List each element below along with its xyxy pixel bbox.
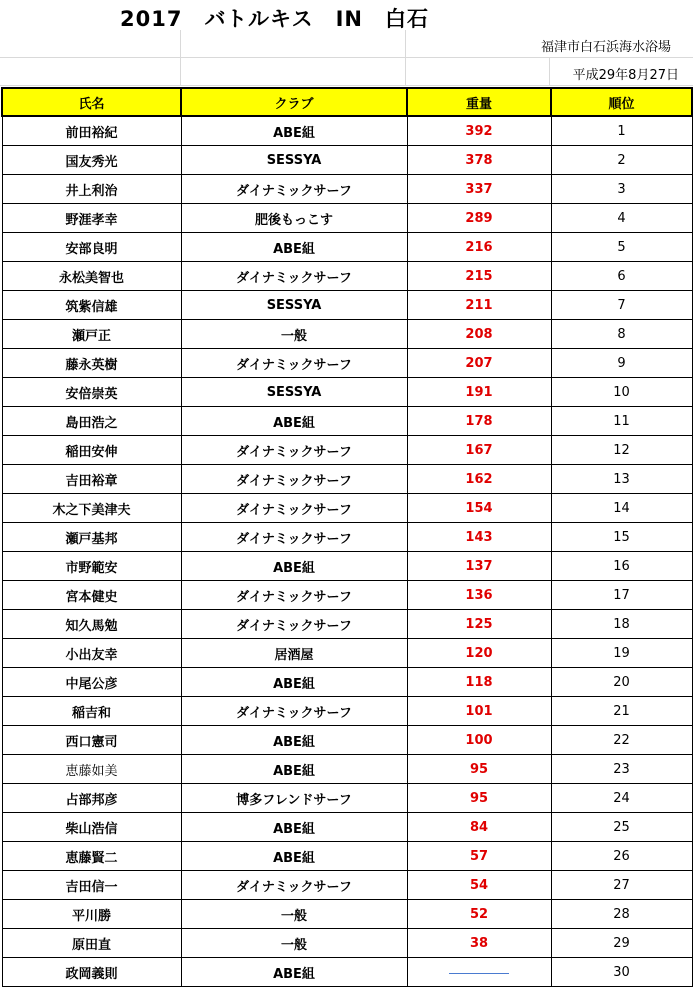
- rank-cell[interactable]: 1: [551, 116, 692, 146]
- table-row: [2, 378, 692, 407]
- club-cell[interactable]: ABE組: [181, 407, 407, 436]
- weight-cell[interactable]: [407, 958, 551, 987]
- club-cell[interactable]: ダイナミックサーフ: [181, 581, 407, 610]
- table-row: [2, 900, 692, 929]
- weight-cell[interactable]: 289: [407, 204, 551, 233]
- rank-cell[interactable]: 18: [551, 610, 692, 639]
- name-cell[interactable]: 平川勝: [2, 900, 181, 929]
- club-cell[interactable]: ABE組: [181, 552, 407, 581]
- results-table: [1, 87, 693, 987]
- weight-cell[interactable]: 162: [407, 465, 551, 494]
- rank-cell[interactable]: 6: [551, 262, 692, 291]
- table-row: [2, 233, 692, 262]
- weight-cell[interactable]: 95: [407, 784, 551, 813]
- club-cell[interactable]: 一般: [181, 929, 407, 958]
- table-row: [2, 726, 692, 755]
- grid-line: [405, 58, 406, 85]
- table-row: [2, 552, 692, 581]
- rank-cell[interactable]: 27: [551, 871, 692, 900]
- name-cell[interactable]: 占部邦彦: [2, 784, 181, 813]
- header-club[interactable]: クラブ: [181, 88, 407, 116]
- table-row: [2, 436, 692, 465]
- header-rank[interactable]: 順位: [551, 88, 692, 116]
- rank-cell[interactable]: 11: [551, 407, 692, 436]
- weight-cell[interactable]: 216: [407, 233, 551, 262]
- club-cell[interactable]: ダイナミックサーフ: [181, 436, 407, 465]
- name-cell[interactable]: 藤永英樹: [2, 349, 181, 378]
- name-cell[interactable]: 国友秀光: [2, 146, 181, 175]
- table-row: [2, 813, 692, 842]
- club-cell[interactable]: 肥後もっこす: [181, 204, 407, 233]
- rank-cell[interactable]: 13: [551, 465, 692, 494]
- date-row: [0, 58, 693, 86]
- title-row: [0, 0, 693, 30]
- name-cell[interactable]: 吉田信一: [2, 871, 181, 900]
- name-cell[interactable]: 恵藤賢二: [2, 842, 181, 871]
- club-cell[interactable]: ABE組: [181, 668, 407, 697]
- club-cell[interactable]: 一般: [181, 900, 407, 929]
- club-cell[interactable]: SESSYA: [181, 378, 407, 407]
- table-row: [2, 581, 692, 610]
- weight-cell[interactable]: 54: [407, 871, 551, 900]
- weight-cell[interactable]: 101: [407, 697, 551, 726]
- club-cell[interactable]: ABE組: [181, 726, 407, 755]
- grid-line: [180, 58, 181, 85]
- name-cell[interactable]: 柴山浩信: [2, 813, 181, 842]
- weight-cell[interactable]: 52: [407, 900, 551, 929]
- club-cell[interactable]: ABE組: [181, 116, 407, 146]
- club-cell[interactable]: ダイナミックサーフ: [181, 523, 407, 552]
- rank-cell[interactable]: 26: [551, 842, 692, 871]
- name-cell[interactable]: 吉田裕章: [2, 465, 181, 494]
- name-cell[interactable]: 島田浩之: [2, 407, 181, 436]
- table-row: [2, 639, 692, 668]
- results-body: [2, 116, 692, 987]
- club-cell[interactable]: ABE組: [181, 842, 407, 871]
- weight-cell[interactable]: 191: [407, 378, 551, 407]
- club-cell[interactable]: ダイナミックサーフ: [181, 494, 407, 523]
- table-row: [2, 523, 692, 552]
- empty-weight-underline: [449, 973, 509, 974]
- name-cell[interactable]: 市野範安: [2, 552, 181, 581]
- rank-cell[interactable]: 7: [551, 291, 692, 320]
- weight-cell[interactable]: 137: [407, 552, 551, 581]
- table-row: [2, 262, 692, 291]
- header-weight[interactable]: 重量: [407, 88, 551, 116]
- weight-cell[interactable]: 207: [407, 349, 551, 378]
- name-cell[interactable]: 宮本健史: [2, 581, 181, 610]
- weight-cell[interactable]: 178: [407, 407, 551, 436]
- club-cell[interactable]: ダイナミックサーフ: [181, 465, 407, 494]
- rank-cell[interactable]: 4: [551, 204, 692, 233]
- table-row: [2, 146, 692, 175]
- club-cell[interactable]: ダイナミックサーフ: [181, 175, 407, 204]
- club-cell[interactable]: ABE組: [181, 958, 407, 987]
- rank-cell[interactable]: 22: [551, 726, 692, 755]
- rank-cell[interactable]: 10: [551, 378, 692, 407]
- rank-cell[interactable]: 24: [551, 784, 692, 813]
- club-cell[interactable]: ABE組: [181, 755, 407, 784]
- rank-cell[interactable]: 5: [551, 233, 692, 262]
- name-cell[interactable]: 小出友幸: [2, 639, 181, 668]
- table-row: [2, 871, 692, 900]
- table-row: [2, 697, 692, 726]
- club-cell[interactable]: ABE組: [181, 813, 407, 842]
- header-name[interactable]: 氏名: [2, 88, 181, 116]
- table-row: [2, 958, 692, 987]
- name-cell[interactable]: 西口憲司: [2, 726, 181, 755]
- weight-cell[interactable]: 154: [407, 494, 551, 523]
- table-row: [2, 204, 692, 233]
- table-row: [2, 610, 692, 639]
- name-cell[interactable]: 野涯孝幸: [2, 204, 181, 233]
- weight-cell[interactable]: 125: [407, 610, 551, 639]
- club-cell[interactable]: 一般: [181, 320, 407, 349]
- table-row: [2, 755, 692, 784]
- table-row: [2, 349, 692, 378]
- name-cell[interactable]: 政岡義則: [2, 958, 181, 987]
- name-cell[interactable]: 安部良明: [2, 233, 181, 262]
- club-cell[interactable]: ダイナミックサーフ: [181, 871, 407, 900]
- page-title: 2017 バトルキス IN 白石: [120, 7, 429, 31]
- rank-cell[interactable]: 12: [551, 436, 692, 465]
- club-cell[interactable]: ABE組: [181, 233, 407, 262]
- table-row: [2, 929, 692, 958]
- table-row: [2, 116, 692, 146]
- rank-cell[interactable]: 3: [551, 175, 692, 204]
- weight-cell[interactable]: 118: [407, 668, 551, 697]
- table-row: [2, 494, 692, 523]
- rank-cell[interactable]: 19: [551, 639, 692, 668]
- name-cell[interactable]: 中尾公彦: [2, 668, 181, 697]
- table-row: [2, 175, 692, 204]
- name-cell[interactable]: 永松美智也: [2, 262, 181, 291]
- name-cell[interactable]: 稲田安伸: [2, 436, 181, 465]
- name-cell[interactable]: 恵藤如美: [2, 755, 181, 784]
- name-cell[interactable]: 原田直: [2, 929, 181, 958]
- table-row: [2, 842, 692, 871]
- rank-cell[interactable]: 29: [551, 929, 692, 958]
- table-row: [2, 291, 692, 320]
- weight-cell[interactable]: 57: [407, 842, 551, 871]
- name-cell[interactable]: 瀬戸正: [2, 320, 181, 349]
- club-cell[interactable]: ダイナミックサーフ: [181, 262, 407, 291]
- weight-cell[interactable]: 211: [407, 291, 551, 320]
- rank-cell[interactable]: 20: [551, 668, 692, 697]
- weight-cell[interactable]: 215: [407, 262, 551, 291]
- grid-line: [180, 30, 181, 57]
- rank-cell[interactable]: 9: [551, 349, 692, 378]
- club-cell[interactable]: SESSYA: [181, 146, 407, 175]
- venue-row: [0, 30, 693, 58]
- weight-cell[interactable]: 208: [407, 320, 551, 349]
- weight-cell[interactable]: 143: [407, 523, 551, 552]
- table-row: [2, 320, 692, 349]
- name-cell[interactable]: 瀬戸基邦: [2, 523, 181, 552]
- weight-cell[interactable]: 392: [407, 116, 551, 146]
- rank-cell[interactable]: 8: [551, 320, 692, 349]
- weight-cell[interactable]: 120: [407, 639, 551, 668]
- table-row: [2, 668, 692, 697]
- rank-cell[interactable]: 21: [551, 697, 692, 726]
- club-cell[interactable]: 居酒屋: [181, 639, 407, 668]
- club-cell[interactable]: SESSYA: [181, 291, 407, 320]
- weight-cell[interactable]: 100: [407, 726, 551, 755]
- weight-cell[interactable]: 337: [407, 175, 551, 204]
- club-cell[interactable]: ダイナミックサーフ: [181, 610, 407, 639]
- rank-cell[interactable]: 16: [551, 552, 692, 581]
- grid-line: [549, 58, 550, 85]
- name-cell[interactable]: 井上利治: [2, 175, 181, 204]
- rank-cell[interactable]: 28: [551, 900, 692, 929]
- weight-cell[interactable]: 95: [407, 755, 551, 784]
- rank-cell[interactable]: 14: [551, 494, 692, 523]
- club-cell[interactable]: ダイナミックサーフ: [181, 349, 407, 378]
- rank-cell[interactable]: 17: [551, 581, 692, 610]
- rank-cell[interactable]: 30: [551, 958, 692, 987]
- rank-cell[interactable]: 15: [551, 523, 692, 552]
- name-cell[interactable]: 稲吉和: [2, 697, 181, 726]
- club-cell[interactable]: ダイナミックサーフ: [181, 697, 407, 726]
- weight-cell[interactable]: 136: [407, 581, 551, 610]
- rank-cell[interactable]: 23: [551, 755, 692, 784]
- weight-cell[interactable]: 38: [407, 929, 551, 958]
- table-row: [2, 465, 692, 494]
- weight-cell[interactable]: 378: [407, 146, 551, 175]
- venue-label: 福津市白石浜海水浴場: [540, 40, 671, 55]
- name-cell[interactable]: 木之下美津夫: [2, 494, 181, 523]
- header-row: [2, 88, 692, 116]
- date-label: 平成29年8月27日: [572, 68, 679, 83]
- name-cell[interactable]: 前田裕紀: [2, 116, 181, 146]
- weight-cell[interactable]: 167: [407, 436, 551, 465]
- table-row: [2, 407, 692, 436]
- name-cell[interactable]: 安倍崇英: [2, 378, 181, 407]
- table-row: [2, 784, 692, 813]
- weight-cell[interactable]: 84: [407, 813, 551, 842]
- info-rows: [0, 30, 693, 86]
- rank-cell[interactable]: 25: [551, 813, 692, 842]
- name-cell[interactable]: 知久馬勉: [2, 610, 181, 639]
- name-cell[interactable]: 筑紫信雄: [2, 291, 181, 320]
- grid-line: [405, 30, 406, 57]
- rank-cell[interactable]: 2: [551, 146, 692, 175]
- club-cell[interactable]: 博多フレンドサーフ: [181, 784, 407, 813]
